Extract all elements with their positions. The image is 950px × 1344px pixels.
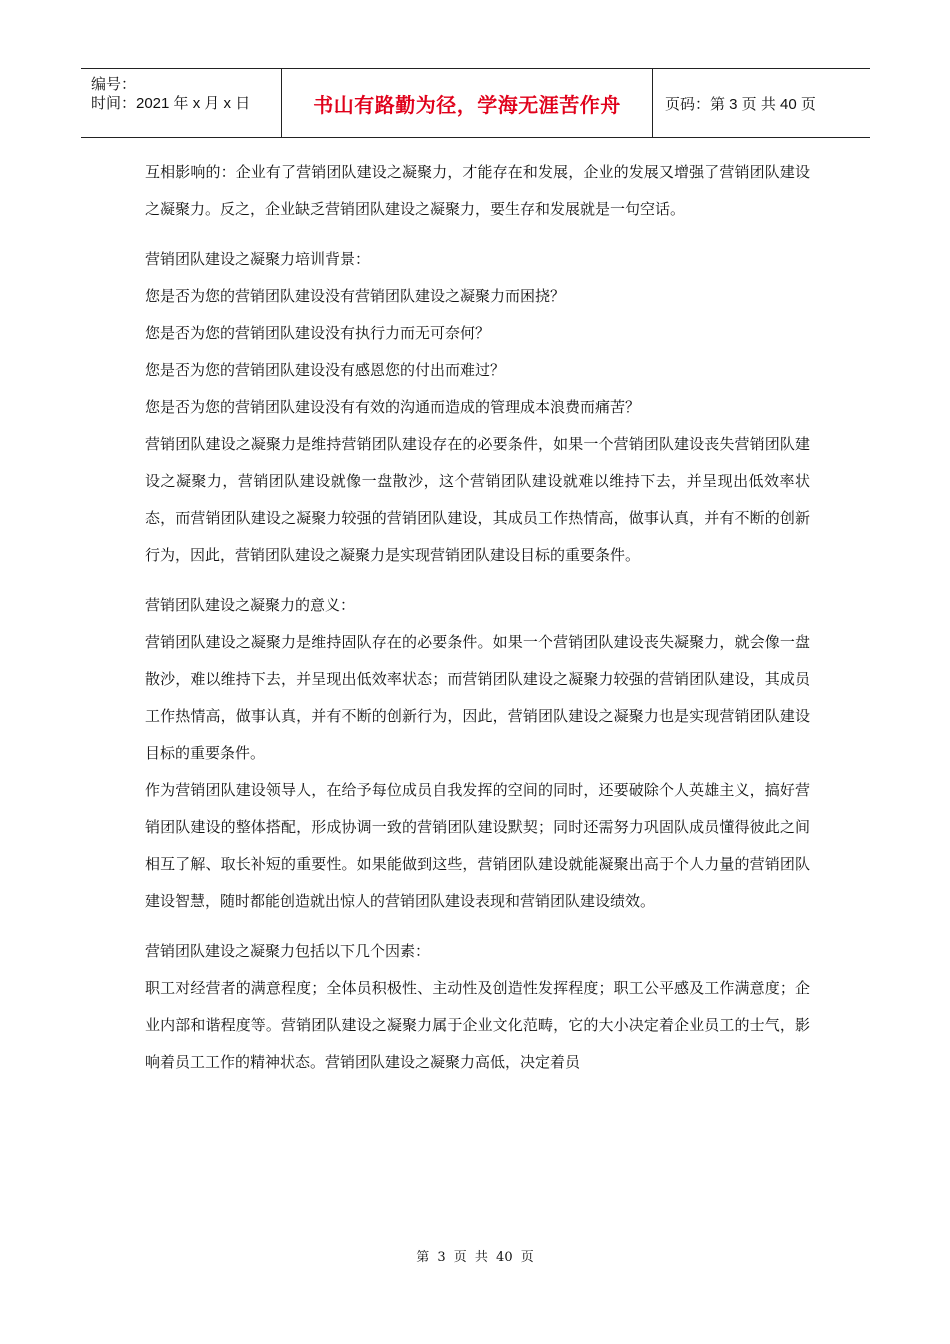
question-line: 您是否为您的营销团队建设没有营销团队建设之凝聚力而困挠？ bbox=[145, 287, 566, 305]
header-motto: 书山有路勤为径，学海无涯苦作舟 bbox=[313, 92, 621, 117]
paragraph: 互相影响的：企业有了营销团队建设之凝聚力，才能存在和发展，企业的发展又增强了营销团队建设之凝聚力。反之，企业缺乏营销团队建设之凝聚力，要生存和发展就是一句空话。 bbox=[145, 163, 810, 218]
serial-number-label: 编号： bbox=[91, 76, 137, 93]
header-meta-cell bbox=[81, 69, 282, 137]
paragraph: 作为营销团队建设领导人，在给予每位成员自我发挥的空间的同时，还要破除个人英雄主义，搞好营销团队建设的整体搭配，形成协调一致的营销团队建设默契；同时还需努力巩固队成员懂得彼此之间相互了解、取长补短的重要性。如果能做到这些，营销团队建设就能凝聚出高于个人力量的营销团队建设智慧，随时都能创造就出惊人的营销团队建设表现和营销团队建设绩效。 bbox=[145, 781, 810, 910]
paragraph: 营销团队建设之凝聚力是维持固队存在的必要条件。如果一个营销团队建设丧失凝聚力，就会像一盘散沙，难以维持下去，并呈现出低效率状态；而营销团队建设之凝聚力较强的营销团队建设，其成员工作热情高，做事认真，并有不断的创新行为，因此，营销团队建设之凝聚力也是实现营销团队建设目标的重要条件。 bbox=[145, 633, 810, 762]
page-footer: 第 3 页 共 40 页 bbox=[416, 1250, 534, 1265]
header-motto-cell bbox=[282, 69, 653, 137]
section-heading: 营销团队建设之凝聚力包括以下几个因素： bbox=[145, 942, 431, 960]
question-line: 您是否为您的营销团队建设没有感恩您的付出而难过？ bbox=[145, 361, 506, 379]
paragraph: 营销团队建设之凝聚力是维持营销团队建设存在的必要条件，如果一个营销团队建设丧失营销团队建设之凝聚力，营销团队建设就像一盘散沙，这个营销团队建设就难以维持下去，并呈现出低效率状态，而营销团队建设之凝聚力较强的营销团队建设，其成员工作热情高，做事认真，并有不断的创新行为，因此，营销团队建设之凝聚力是实现营销团队建设目标的重要条件。 bbox=[145, 435, 810, 564]
date-label: 时间：2021 年 x 月 x 日 bbox=[91, 95, 251, 112]
header-page-cell bbox=[653, 69, 870, 137]
document-body bbox=[145, 154, 810, 1081]
paragraph: 职工对经营者的满意程度；全体员积极性、主动性及创造性发挥程度；职工公平感及工作满意度；企业内部和谐程度等。营销团队建设之凝聚力属于企业文化范畴，它的大小决定着企业员工的士气，影响着员工工作的精神状态。营销团队建设之凝聚力高低，决定着员 bbox=[145, 979, 810, 1071]
question-line: 您是否为您的营销团队建设没有有效的沟通而造成的管理成本浪费而痛苦？ bbox=[145, 398, 641, 416]
page-header bbox=[81, 68, 870, 138]
section-heading: 营销团队建设之凝聚力培训背景： bbox=[145, 250, 371, 268]
header-page-info: 页码：第 3 页 共 40 页 bbox=[665, 95, 816, 113]
section-heading: 营销团队建设之凝聚力的意义： bbox=[145, 596, 356, 614]
question-line: 您是否为您的营销团队建设没有执行力而无可奈何？ bbox=[145, 324, 491, 342]
